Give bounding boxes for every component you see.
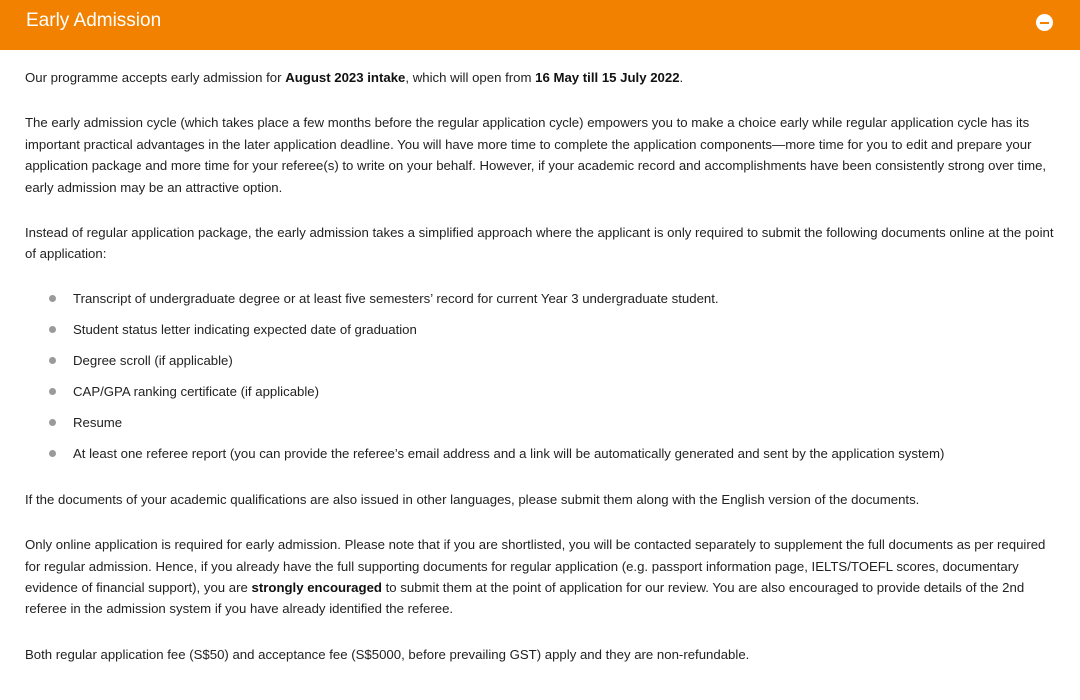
intro-text: Our programme accepts early admission for [25,70,286,85]
fees-paragraph: Both regular application fee (S$50) and acceptance fee (S$5000, before prevailing GST) apply and they are non-refundable. [25,646,750,662]
list-item-text: CAP/GPA ranking certificate (if applicable) [73,383,320,399]
list-item [25,350,1060,381]
accordion-content [25,67,1060,689]
list-item [25,319,1060,350]
list-item-text: Degree scroll (if applicable) [73,352,233,368]
bullet-icon [49,357,56,364]
online-application-paragraph [25,534,1060,620]
list-item [25,381,1060,412]
minus-circle-icon[interactable] [1036,14,1053,31]
required-documents-list [25,288,1060,465]
dates-highlight: 16 May till 15 July 2022 [535,70,680,85]
bullet-icon [49,450,56,457]
intro-text: , which will open from [405,70,536,85]
bullet-icon [49,419,56,426]
list-item-text: Student status letter indicating expected date of graduation [73,321,417,337]
list-item [25,412,1060,443]
cycle-paragraph: The early admission cycle (which takes place a few months before the regular application cycle) empowers you to make a choice early while regular application cycle has its important practical advantages in the later application deadline. You will have more time to complete the application components—more time for you to edit and prepare your application package and more time for your referee(s) to write on your behalf. However, if your academic record and accomplishments have been consistently strong over time, early admission may be an attractive option. [25,115,1047,195]
intake-highlight: August 2023 intake [285,70,406,85]
bullet-icon [49,326,56,333]
online-text: Only online application is required for early admission. Please note that if you are shortlisted, you will be contacted separately to supplement the full documents as per required for regular admission. Hence, if you already have the full supporting documents for regular application (e.g. passport information page, IELTS/TOEFL scores, documentary evidence of financial support), you are [25,537,1046,596]
languages-paragraph: If the documents of your academic qualifications are also issued in other languages, please submit them along with the English version of the documents. [25,491,920,507]
section-title: Early Admission [26,10,162,31]
list-item-text: At least one referee report (you can provide the referee’s email address and a link will be automatically generated and sent by the application system) [73,445,945,461]
list-item [25,288,1060,319]
instead-paragraph: Instead of regular application package, the early admission takes a simplified approach where the applicant is only required to submit the following documents online at the point of application: [25,225,1054,262]
accordion-header-early-admission[interactable] [0,0,1080,50]
list-item-text: Resume [73,414,123,430]
intro-paragraph [25,67,1060,88]
list-item-text: Transcript of undergraduate degree or at least five semesters’ record for current Year 3 undergraduate student. [73,290,719,306]
online-text: to submit them at the point of application for our review. You are also encouraged to provide details of the 2nd referee in the admission system if you have already identified the referee. [25,580,1025,617]
list-item [25,443,1060,465]
bullet-icon [49,388,56,395]
bullet-icon [49,295,56,302]
intro-text: . [679,70,684,85]
strongly-encouraged-highlight: strongly encouraged [251,580,382,596]
